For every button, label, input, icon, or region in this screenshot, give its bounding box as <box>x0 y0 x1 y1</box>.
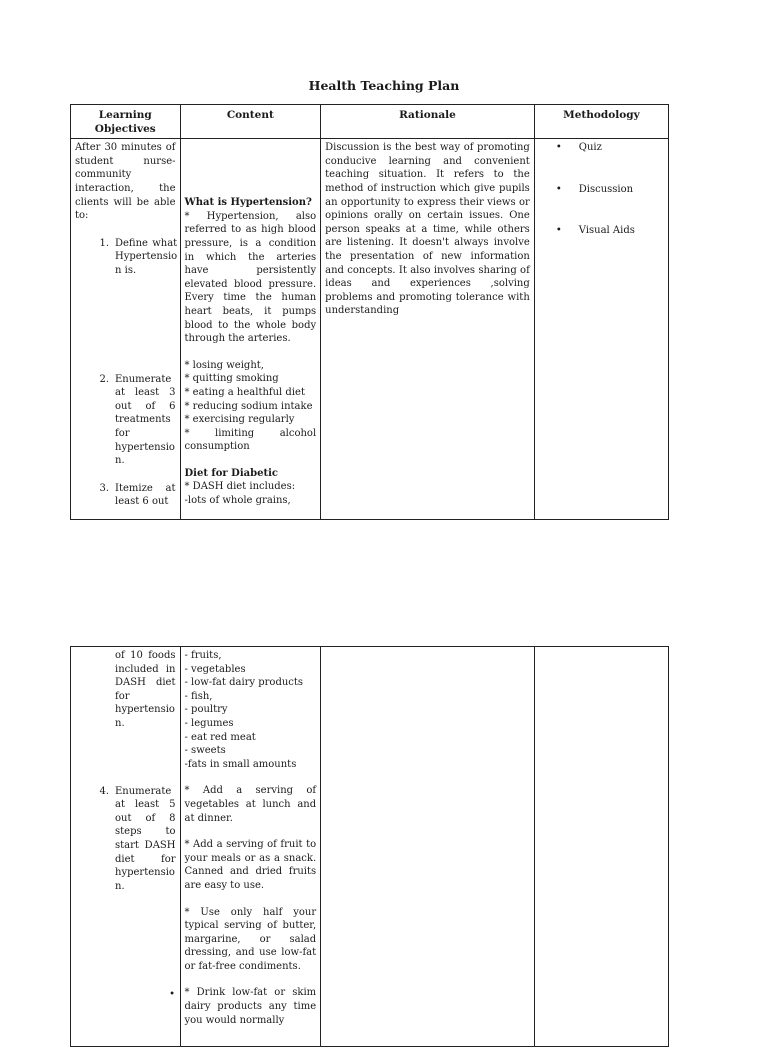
page-title: Health Teaching Plan <box>308 78 460 93</box>
objectives-list <box>75 237 176 509</box>
methodology-label: Visual Aids <box>578 225 635 237</box>
methodology-label: Discussion <box>578 183 634 195</box>
content-heading-hypertension: What is Hypertension? <box>184 197 312 209</box>
objective-text: Itemize at least 6 out <box>115 482 176 508</box>
methodology-list <box>539 141 664 238</box>
objectives-cell-continued <box>71 647 181 1047</box>
dash-food-item: - poultry <box>184 704 228 716</box>
objective-text: Enumerate at least 3 out of 6 treatments for hypertensio n. <box>115 373 176 467</box>
dash-step: * Add a serving of fruit to your meals or as a snack. Canned and dried fruits are easy to use. <box>184 839 317 891</box>
methodology-item <box>539 224 664 238</box>
header-methodology: Methodology <box>534 105 668 139</box>
dash-food-item: -lots of whole grains, <box>184 495 291 507</box>
rationale-cell-continued <box>321 647 535 1047</box>
teaching-plan-table-page2 <box>70 646 669 1047</box>
dash-foods-list <box>185 649 317 771</box>
content-heading-diet: Diet for Diabetic <box>184 467 278 479</box>
dash-step: * Drink low-fat or skim dairy products any time you would normally <box>184 987 317 1026</box>
objective-text: of 10 foods included in DASH diet for hypertensio n. <box>115 650 176 729</box>
bullet-icon: • <box>555 183 562 195</box>
objective-text: Enumerate at least 5 out of 8 steps to start DASH diet for hypertensio n. <box>115 785 176 892</box>
header-row <box>71 105 669 139</box>
methodology-cell <box>534 139 668 520</box>
rationale-text: Discussion is the best way of promoting conducive learning and convenient teaching situation. It refers to the method of instruction which give pupils an opportunity to express their views or opinions orally on certain issues. One person speaks at a time, while others are listening. It doesn't always involve the presentation of new information and concepts. It also involves sharing of ideas and experiences ,solving problems and promoting tolerance with understanding <box>325 142 530 317</box>
rationale-cell <box>321 139 535 520</box>
plan-row-continued <box>71 647 669 1047</box>
dash-food-item: - low-fat dairy products <box>184 677 304 689</box>
dash-step: * Use only half your typical serving of butter, margarine, or salad dressing, and use low-fat or fat-free condiments. <box>184 906 317 972</box>
treatment-item: * quitting smoking <box>184 373 279 385</box>
objective-item <box>75 785 176 894</box>
methodology-label: Quiz <box>578 142 602 154</box>
methodology-item <box>539 141 664 155</box>
treatment-item: * exercising regularly <box>184 414 295 426</box>
dash-food-item: - fruits, <box>184 650 222 661</box>
header-content: Content <box>180 105 321 139</box>
objective-text: Define what Hypertensio n is. <box>115 237 178 276</box>
dash-step: * Add a serving of vegetables at lunch and at dinner. <box>184 785 317 824</box>
teaching-plan-table-page1 <box>70 104 669 520</box>
dash-food-item: - eat red meat <box>184 731 256 743</box>
treatment-item: * losing weight, <box>184 359 264 371</box>
treatment-item: * eating a healthful diet <box>184 386 305 398</box>
objective-item <box>75 237 176 278</box>
header-rationale: Rationale <box>321 105 535 139</box>
plan-row <box>71 139 669 520</box>
bullet-icon: • <box>169 989 175 1001</box>
bullet-icon: • <box>555 225 562 237</box>
objective-item <box>75 482 176 509</box>
dash-intro: * DASH diet includes: <box>184 481 296 493</box>
objective-number: 4. <box>99 785 109 797</box>
hypertension-definition: * Hypertension, also referred to as high blood pressure, is a condition in which the arteries have persistently elevated blood pressure. Every time the human heart beats, it pumps blood to the whole body through the arteries. <box>184 210 317 345</box>
content-cell <box>180 139 321 520</box>
treatments-list <box>185 359 317 454</box>
header-objectives: Learning Objectives <box>71 105 181 139</box>
objective-number: 1. <box>99 237 109 249</box>
objective-number: 3. <box>99 482 109 494</box>
objective-item <box>75 649 176 731</box>
treatment-item: * reducing sodium intake <box>184 400 313 412</box>
treatment-item: * limiting alcohol consumption <box>184 427 317 453</box>
objectives-intro: After 30 minutes of student nurse-community interaction, the clients will be able to: <box>75 142 176 222</box>
objective-number: 2. <box>99 373 109 385</box>
methodology-item <box>539 183 664 197</box>
methodology-cell-continued <box>534 647 668 1047</box>
objectives-list-continued <box>75 649 176 1002</box>
bullet-icon: • <box>555 142 562 154</box>
objectives-cell <box>71 139 181 520</box>
dash-food-item: - fish, <box>184 690 213 702</box>
content-cell-continued <box>180 647 321 1047</box>
dash-food-item: -fats in small amounts <box>184 758 297 770</box>
dash-food-item: - vegetables <box>184 663 246 675</box>
dash-food-item: - sweets <box>184 745 226 757</box>
objective-item <box>75 988 176 1002</box>
objective-item <box>75 373 176 468</box>
dash-food-item: - legumes <box>184 717 234 729</box>
